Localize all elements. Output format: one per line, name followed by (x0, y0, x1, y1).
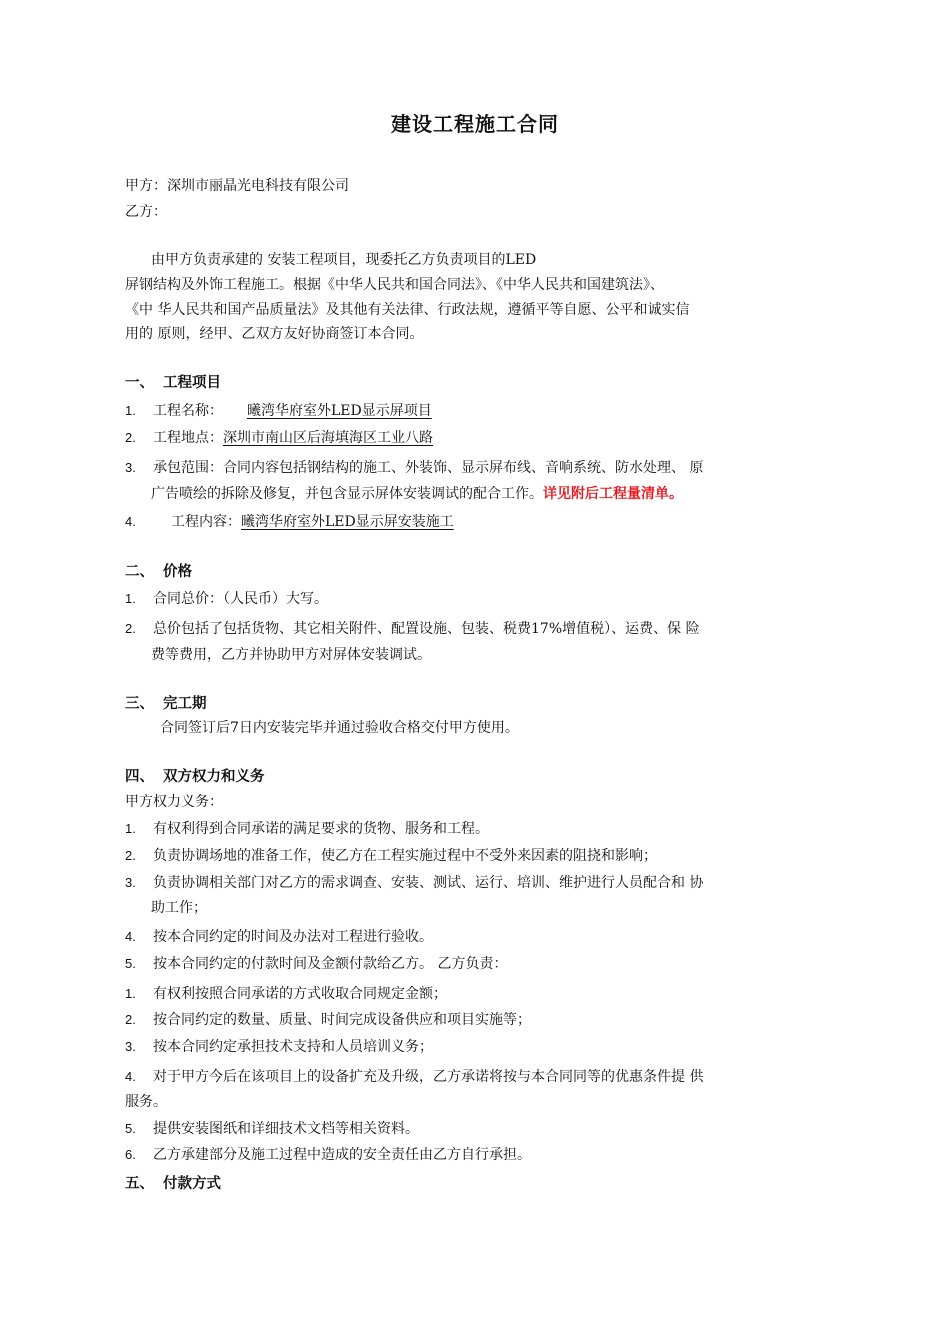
section-number: 五、 (125, 1176, 154, 1192)
item-number: 3. (125, 460, 136, 475)
item-number: 2. (125, 848, 136, 863)
party-b: 乙方： (125, 204, 167, 220)
section-number: 四、 (125, 769, 154, 785)
party-a: 甲方：深圳市丽晶光电科技有限公司 (125, 178, 349, 194)
item-label: 工程名称： (153, 403, 223, 419)
list-item (125, 1145, 531, 1165)
section-heading (125, 373, 221, 393)
intro-line: 由甲方负责承建的 安装工程项目，现委托乙方负责项目的LED (151, 252, 537, 268)
item-number: 1. (125, 403, 136, 418)
item-number: 2. (125, 430, 136, 445)
list-item (125, 954, 507, 974)
item-text: 负责协调相关部门对乙方的需求调查、安装、测试、运行、培训、维护进行人员配合和 协 (153, 875, 704, 891)
item-number: 4. (125, 929, 136, 944)
list-item (125, 984, 447, 1004)
section-title: 价格 (163, 564, 192, 580)
section-heading (125, 694, 207, 714)
item-text: 按本合同约定承担技术支持和人员培训义务； (153, 1039, 433, 1055)
item-number: 2. (125, 1012, 136, 1027)
item-number: 3. (125, 1039, 136, 1054)
list-item-continuation (151, 484, 683, 504)
list-item (125, 458, 703, 478)
project-name: 曦湾华府室外LED显示屏项目 (247, 403, 432, 419)
item-number: 1. (125, 986, 136, 1001)
item-text: 承包范围：合同内容包括钢结构的施工、外装饰、显示屏布线、音响系统、防水处理、 原 (153, 460, 704, 476)
item-number: 1. (125, 591, 136, 606)
list-item (125, 819, 489, 839)
list-item (125, 873, 703, 893)
item-number: 3. (125, 875, 136, 890)
item-text: 对于甲方今后在该项目上的设备扩充及升级，乙方承诺将按与本合同同等的优惠条件提 供 (153, 1069, 704, 1085)
list-item (125, 1010, 531, 1030)
list-item-continuation: 助工作； (151, 900, 207, 916)
page-title: 建设工程施工合同 (391, 112, 559, 136)
party-a-duties-title: 甲方权力义务： (125, 794, 223, 810)
item-number: 4. (125, 514, 136, 529)
item-text: 乙方承建部分及施工过程中造成的安全责任由乙方自行承担。 (153, 1147, 531, 1163)
section-heading (125, 767, 265, 787)
project-location: 深圳市南山区后海填海区工业八路 (223, 430, 433, 446)
list-item (125, 1119, 419, 1139)
list-item (125, 1067, 703, 1087)
item-label: 工程内容： (171, 514, 241, 530)
item-number: 4. (125, 1069, 136, 1084)
section-title: 工程项目 (163, 375, 221, 391)
section-title: 双方权力和义务 (163, 769, 265, 785)
list-item (125, 512, 454, 532)
list-item (125, 589, 328, 609)
intro-line: 屏钢结构及外饰工程施工。根据《中华人民共和国合同法》、《中华人民共和国建筑法》、 (125, 277, 664, 293)
section-number: 三、 (125, 696, 154, 712)
item-text: 广告喷绘的拆除及修复，并包含显示屏体安装调试的配合工作。 (151, 486, 543, 502)
item-number: 5. (125, 956, 136, 971)
list-item (125, 927, 433, 947)
completion-text: 合同签订后7日内安装完毕并通过验收合格交付甲方使用。 (160, 720, 519, 736)
item-text: 按合同约定的数量、质量、时间完成设备供应和项目实施等； (153, 1012, 531, 1028)
list-item (125, 846, 657, 866)
section-title: 完工期 (163, 696, 207, 712)
section-heading (125, 1174, 221, 1194)
item-text: 总价包括了包括货物、其它相关附件、配置设施、包装、税费17%增值税）、运费、保 险 (153, 621, 700, 637)
project-content: 曦湾华府室外LED显示屏安装施工 (241, 514, 454, 530)
item-text: 负责协调场地的准备工作，使乙方在工程实施过程中不受外来因素的阻挠和影响； (153, 848, 657, 864)
item-text: 按本合同约定的付款时间及金额付款给乙方。 乙方负责： (153, 956, 508, 972)
item-text: 有权利按照合同承诺的方式收取合同规定金额； (153, 986, 447, 1002)
item-text: 提供安装图纸和详细技术文档等相关资料。 (153, 1121, 419, 1137)
section-number: 一、 (125, 375, 154, 391)
list-item (125, 401, 432, 421)
item-number: 6. (125, 1147, 136, 1162)
list-item (125, 619, 700, 639)
intro-line: 《中 华人民共和国产品质量法》及其他有关法律、行政法规，遵循平等自愿、公平和诚实信 (125, 302, 690, 318)
item-number: 2. (125, 621, 136, 636)
item-number: 1. (125, 821, 136, 836)
list-item-continuation: 服务。 (125, 1094, 167, 1110)
list-item (125, 1037, 433, 1057)
highlight-note: 详见附后工程量清单。 (543, 486, 683, 502)
section-title: 付款方式 (163, 1176, 221, 1192)
section-number: 二、 (125, 564, 154, 580)
item-text: 合同总价：（人民币）大写。 (153, 591, 328, 607)
list-item-continuation: 费等费用，乙方并协助甲方对屏体安装调试。 (151, 647, 431, 663)
item-number: 5. (125, 1121, 136, 1136)
section-heading (125, 562, 192, 582)
list-item (125, 428, 433, 448)
item-text: 有权利得到合同承诺的满足要求的货物、服务和工程。 (153, 821, 489, 837)
item-label: 工程地点： (153, 430, 223, 446)
item-text: 按本合同约定的时间及办法对工程进行验收。 (153, 929, 433, 945)
intro-line: 用的 原则，经甲、乙双方友好协商签订本合同。 (125, 326, 424, 342)
